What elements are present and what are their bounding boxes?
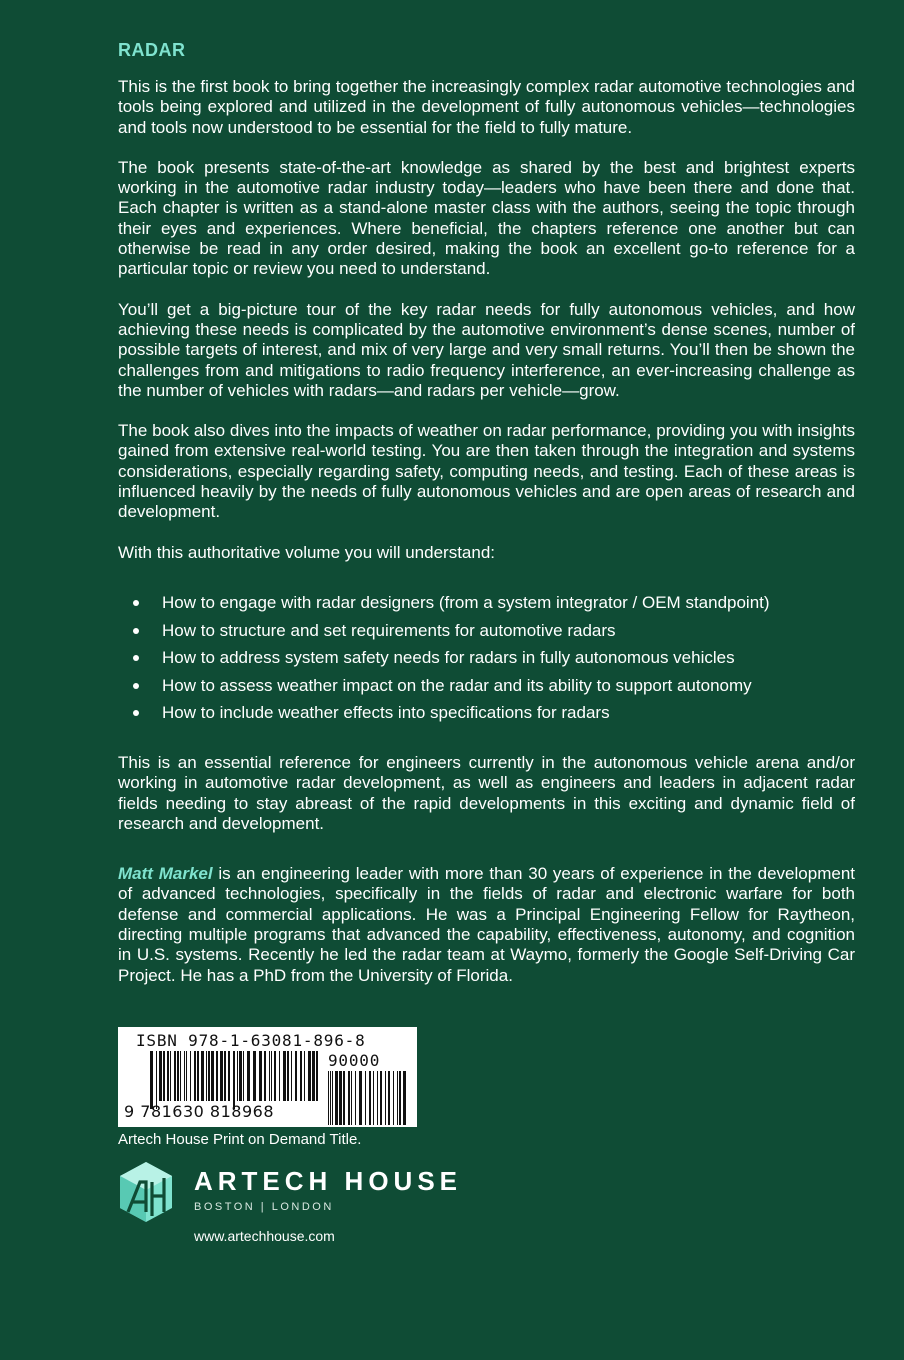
- barcode-bar: [283, 1051, 286, 1101]
- list-item-text: How to address system safety needs for radars in fully autonomous vehicles: [162, 648, 735, 668]
- barcode-bar: [308, 1051, 311, 1101]
- barcode-bar: [208, 1051, 210, 1101]
- barcode-bar: [228, 1051, 230, 1101]
- barcode-bar: [233, 1051, 235, 1109]
- list-item: [118, 672, 855, 700]
- barcode-bar: [239, 1051, 242, 1101]
- barcode-bar: [332, 1071, 333, 1125]
- barcode-bar: [170, 1051, 171, 1101]
- bullet-dot-icon: [133, 683, 139, 689]
- barcode-bar: [312, 1051, 315, 1101]
- barcode-bar: [291, 1051, 292, 1101]
- barcode-bar: [186, 1051, 187, 1101]
- list-item-text: How to structure and set requirements for automotive radars: [162, 620, 616, 640]
- barcode-bar: [271, 1051, 272, 1101]
- list-item-text: How to include weather effects into specifications for radars: [162, 703, 610, 723]
- artech-house-logo-icon: [118, 1160, 174, 1224]
- barcode-bar: [343, 1071, 345, 1125]
- list-item-text: How to engage with radar designers (from a system integrator / OEM standpoint): [162, 592, 770, 612]
- description-paragraph-3: You’ll get a big-picture tour of the key radar needs for fully autonomous vehicles, and how achieving these needs is complicated by the automotive environment’s dense scenes, number of possible targets of interest, and mix of very large and very small returns. You’ll then be shown the challenges from and mitigations to radio frequency interference, an ever-increasing challenge as the number of vehicles with radars—and radars per vehicle—grow.: [118, 299, 855, 400]
- isbn-barcode: [118, 1027, 417, 1127]
- bullet-dot-icon: [133, 710, 139, 716]
- publisher-location: BOSTON | LONDON: [194, 1201, 334, 1213]
- barcode-bar: [316, 1051, 318, 1101]
- description-paragraph-1: This is the first book to bring together the increasingly complex radar automotive technologies and tools being explored and utilized in the development of fully autonomous vehicles—technologies and tools now understood to be essential for the field to fully mature.: [118, 77, 855, 137]
- barcode-bar: [243, 1051, 244, 1101]
- author-bio-text: is an engineering leader with more than 30 years of experience in the development of advanced technologies, specifically in the fields of radar and electronic warfare for both defense and commercial applications. He was a Principal Engineering Fellow for Raytheon, directing multiple programs that advanced the capability, effectiveness, autonomy, and cognition in U.S. systems. Recently he led the radar team at Waymo, formerly the Google Self-Driving Car Project. He has a PhD from the University of Florida.: [118, 864, 855, 985]
- publisher-url: www.artechhouse.com: [194, 1228, 335, 1244]
- barcode-bar: [279, 1051, 280, 1101]
- closing-paragraph: This is an essential reference for engineers currently in the autonomous vehicle arena and/or working in automotive radar development, as well as engineers and leaders in adjacent radar fields needing to stay abreast of the rapid developments in this exciting and dynamic field of research and development.: [118, 752, 855, 833]
- barcode-bar: [377, 1071, 378, 1125]
- barcode-bar: [403, 1071, 406, 1125]
- list-item: [118, 699, 855, 727]
- barcode-bar: [177, 1051, 179, 1101]
- barcode-bar: [259, 1051, 262, 1101]
- barcode-bar: [348, 1071, 350, 1125]
- barcode-bar: [237, 1051, 238, 1101]
- barcode-bar: [184, 1051, 185, 1101]
- barcode-bar: [388, 1071, 390, 1125]
- barcode-bar: [163, 1051, 165, 1101]
- barcode-bar: [385, 1071, 386, 1125]
- barcode-bar: [339, 1071, 342, 1125]
- barcode-bar: [247, 1051, 250, 1101]
- learning-points-list: [118, 589, 855, 727]
- barcode-bar: [328, 1071, 329, 1125]
- author-name: Matt Markel: [118, 864, 213, 884]
- barcode-bar: [393, 1071, 394, 1125]
- barcode-bar: [224, 1051, 226, 1101]
- bullet-dot-icon: [133, 655, 139, 661]
- bullet-dot-icon: [133, 600, 139, 606]
- barcode-bar: [206, 1051, 207, 1101]
- back-cover-text: [118, 40, 855, 1006]
- barcode-bar: [174, 1051, 176, 1101]
- description-paragraph-4: The book also dives into the impacts of weather on radar performance, providing you with insights gained from extensive real-world testing. You are then taken through the integration and systems considerations, especially regarding safety, computing needs, and testing. Each of these areas is influenced heavily by the needs of fully autonomous vehicles and are open areas of research and development.: [118, 421, 855, 522]
- barcode-bar: [373, 1071, 374, 1125]
- price-code: 90000: [328, 1051, 381, 1070]
- barcode-bar: [330, 1071, 331, 1125]
- description-paragraph-2: The book presents state-of-the-art knowledge as shared by the best and brightest experts working in the automotive radar industry today—leaders who have been there and done that. Each chapter is written as a stand-alone master class with the authors, seeing the topic through their eyes and experiences. Where beneficial, the chapters reference one another but can otherwise be read in any order desired, making the book an excellent go-to reference for a particular topic or review you need to understand.: [118, 157, 855, 279]
- barcode-bar: [150, 1051, 153, 1109]
- barcode-bar: [253, 1051, 256, 1101]
- barcode-bar: [397, 1071, 398, 1125]
- barcode-bar: [180, 1051, 181, 1101]
- barcode-bar: [197, 1051, 199, 1101]
- barcode-bar: [211, 1051, 214, 1101]
- barcode-bar: [216, 1051, 218, 1101]
- section-heading: RADAR: [118, 40, 186, 60]
- barcode-bar: [369, 1071, 371, 1125]
- barcode-bar: [201, 1051, 204, 1101]
- list-item-text: How to assess weather impact on the radar and its ability to support autonomy: [162, 675, 752, 695]
- barcode-bar: [304, 1051, 305, 1101]
- barcode-bar: [264, 1051, 266, 1101]
- print-on-demand-note: Artech House Print on Demand Title.: [118, 1131, 362, 1148]
- ean-digits: 9 781630 818968: [124, 1102, 275, 1121]
- barcode-bar: [351, 1071, 352, 1125]
- barcode-bar: [300, 1051, 302, 1101]
- barcode-bar: [359, 1071, 362, 1125]
- barcode-bar: [167, 1051, 169, 1101]
- barcode-bar: [220, 1051, 223, 1101]
- barcode-bar: [295, 1051, 297, 1101]
- barcode-bar: [194, 1051, 196, 1101]
- list-item: [118, 589, 855, 617]
- barcode-bar: [190, 1051, 191, 1101]
- barcode-bar: [287, 1051, 289, 1101]
- author-bio: [118, 864, 855, 986]
- barcode-bar: [156, 1051, 157, 1109]
- barcode-bar: [335, 1071, 338, 1125]
- publisher-name: ARTECH HOUSE: [194, 1166, 463, 1196]
- barcode-bar: [274, 1051, 276, 1101]
- barcode-bar: [269, 1051, 270, 1101]
- bullet-dot-icon: [133, 628, 139, 634]
- barcode-bar: [355, 1071, 356, 1125]
- barcode-bar: [380, 1071, 382, 1125]
- list-item: [118, 617, 855, 645]
- isbn-label: ISBN 978-1-63081-896-8: [136, 1031, 366, 1050]
- barcode-bar: [365, 1071, 366, 1125]
- barcode-bar: [399, 1071, 401, 1125]
- bullet-intro: With this authoritative volume you will understand:: [118, 542, 496, 562]
- barcode-bar: [159, 1051, 162, 1101]
- list-item: [118, 644, 855, 672]
